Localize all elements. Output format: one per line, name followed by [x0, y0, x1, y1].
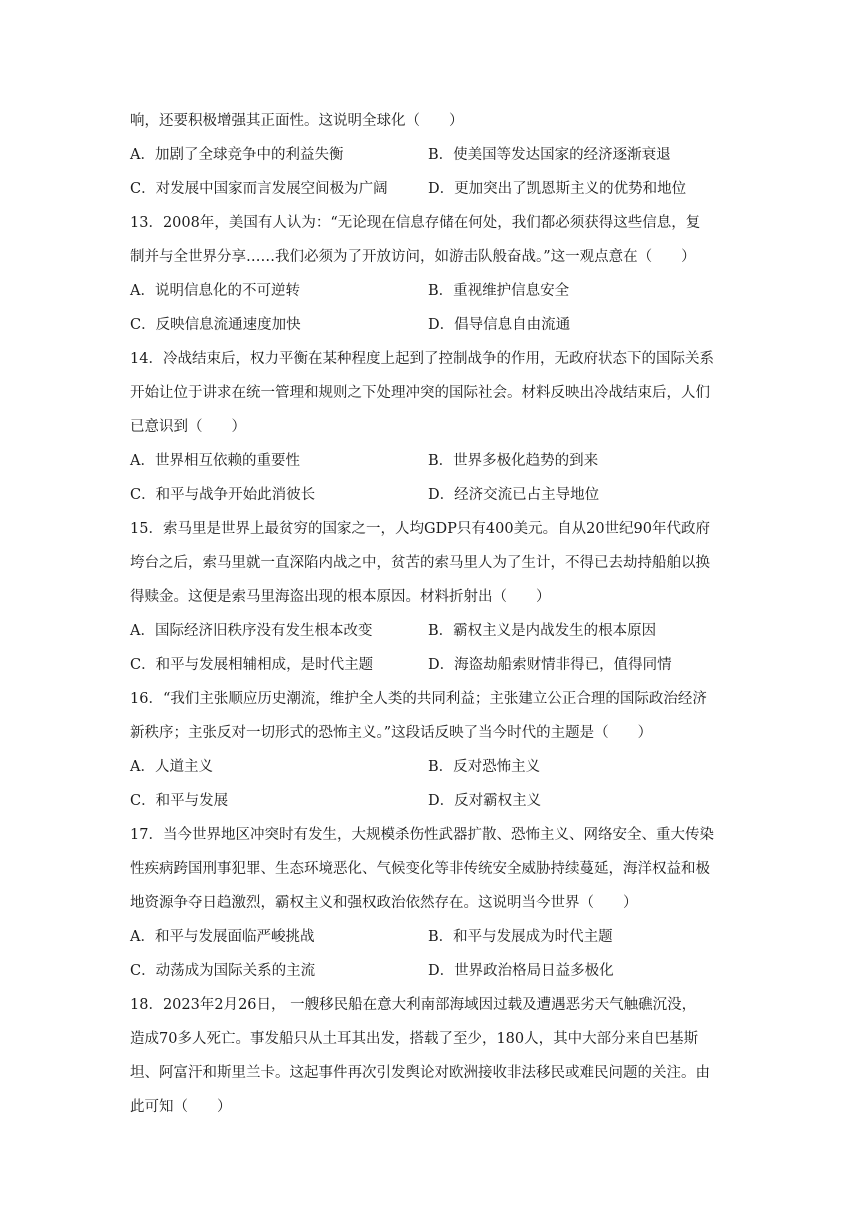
- question-13-stem-line-2: 制并与全世界分享……我们必须为了开放访问，如游击队般奋战。”这一观点意在（ ）: [130, 249, 696, 265]
- question-16-option-c: C．和平与发展: [130, 793, 229, 809]
- question-12-option-b: B．使美国等发达国家的经济逐渐衰退: [428, 147, 671, 163]
- question-15-stem-line-2: 垮台之后，索马里就一直深陷内战之中，贫苦的索马里人为了生计，不得已去劫持船舶以换: [130, 555, 710, 571]
- question-12-option-a: A．加剧了全球竞争中的利益失衡: [130, 147, 344, 163]
- question-17-option-b: B．和平与发展成为时代主题: [428, 929, 613, 945]
- question-12-option-d: D．更加突出了凯恩斯主义的优势和地位: [428, 181, 687, 197]
- question-15-option-b: B．霸权主义是内战发生的根本原因: [428, 623, 657, 639]
- question-13-option-d: D．倡导信息自由流通: [428, 317, 571, 333]
- question-18-stem-line-3: 坦、阿富汗和斯里兰卡。这起事件再次引发舆论对欧洲接收非法移民或难民问题的关注。由: [130, 1065, 710, 1081]
- question-15-option-a: A．国际经济旧秩序没有发生根本改变: [130, 623, 373, 639]
- question-12-stem-continuation: 响，还要积极增强其正面性。这说明全球化（ ）: [130, 113, 464, 129]
- question-18-stem-line-4: 此可知（ ）: [130, 1099, 232, 1115]
- question-14-option-b: B．世界多极化趋势的到来: [428, 453, 599, 469]
- question-17-stem-line-2: 性疾病跨国刑事犯罪、生态环境恶化、气候变化等非传统安全威胁持续蔓延，海洋权益和极: [130, 861, 710, 877]
- question-13-option-a: A．说明信息化的不可逆转: [130, 283, 300, 299]
- question-14-stem-line-3: 已意识到（ ）: [130, 419, 246, 435]
- question-14-option-c: C．和平与战争开始此消彼长: [130, 487, 316, 503]
- question-17-option-a: A．和平与发展面临严峻挑战: [130, 929, 315, 945]
- question-15-stem-line-1: 15．索马里是世界上最贫穷的国家之一，人均GDP只有400美元。自从20世纪90年代政府: [130, 521, 710, 537]
- question-15-stem-line-3: 得赎金。这便是索马里海盗出现的根本原因。材料折射出（ ）: [130, 589, 551, 605]
- question-16-stem-line-1: 16．“我们主张顺应历史潮流，维护全人类的共同利益；主张建立公正合理的国际政治经济: [130, 691, 707, 707]
- question-18-stem-line-2: 造成70多人死亡。事发船只从土耳其出发，搭载了至少，180人，其中大部分来自巴基斯: [130, 1031, 699, 1047]
- question-17-option-d: D．世界政治格局日益多极化: [428, 963, 614, 979]
- question-14-stem-line-2: 开始让位于讲求在统一管理和规则之下处理冲突的国际社会。材料反映出冷战结束后，人们: [130, 385, 710, 401]
- question-17-stem-line-3: 地资源争夺日趋激烈，霸权主义和强权政治依然存在。这说明当今世界（ ）: [130, 895, 638, 911]
- question-15-option-d: D．海盗劫船索财情非得已，值得同情: [428, 657, 672, 673]
- question-16-option-a: A．人道主义: [130, 759, 213, 775]
- question-18-stem-line-1: 18．2023年2月26日， 一艘移民船在意大利南部海域因过载及遭遇恶劣天气触礁沉没，: [130, 997, 697, 1013]
- question-13-stem-line-1: 13．2008年，美国有人认为：“无论现在信息存储在何处，我们都必须获得这些信息，复: [130, 215, 701, 231]
- question-16-option-d: D．反对霸权主义: [428, 793, 542, 809]
- question-16-stem-line-2: 新秩序；主张反对一切形式的恐怖主义。”这段话反映了当今时代的主题是（ ）: [130, 725, 653, 741]
- question-12-option-c: C．对发展中国家而言发展空间极为广阔: [130, 181, 388, 197]
- question-17-option-c: C．动荡成为国际关系的主流: [130, 963, 316, 979]
- question-13-option-c: C．反映信息流通速度加快: [130, 317, 301, 333]
- question-16-option-b: B．反对恐怖主义: [428, 759, 541, 775]
- question-13-option-b: B．重视维护信息安全: [428, 283, 570, 299]
- question-17-stem-line-1: 17．当今世界地区冲突时有发生，大规模杀伤性武器扩散、恐怖主义、网络安全、重大传染: [130, 827, 714, 843]
- question-14-stem-line-1: 14．冷战结束后，权力平衡在某种程度上起到了控制战争的作用，无政府状态下的国际关系: [130, 351, 714, 367]
- question-14-option-a: A．世界相互依赖的重要性: [130, 453, 300, 469]
- question-15-option-c: C．和平与发展相辅相成，是时代主题: [130, 657, 374, 673]
- question-14-option-d: D．经济交流已占主导地位: [428, 487, 600, 503]
